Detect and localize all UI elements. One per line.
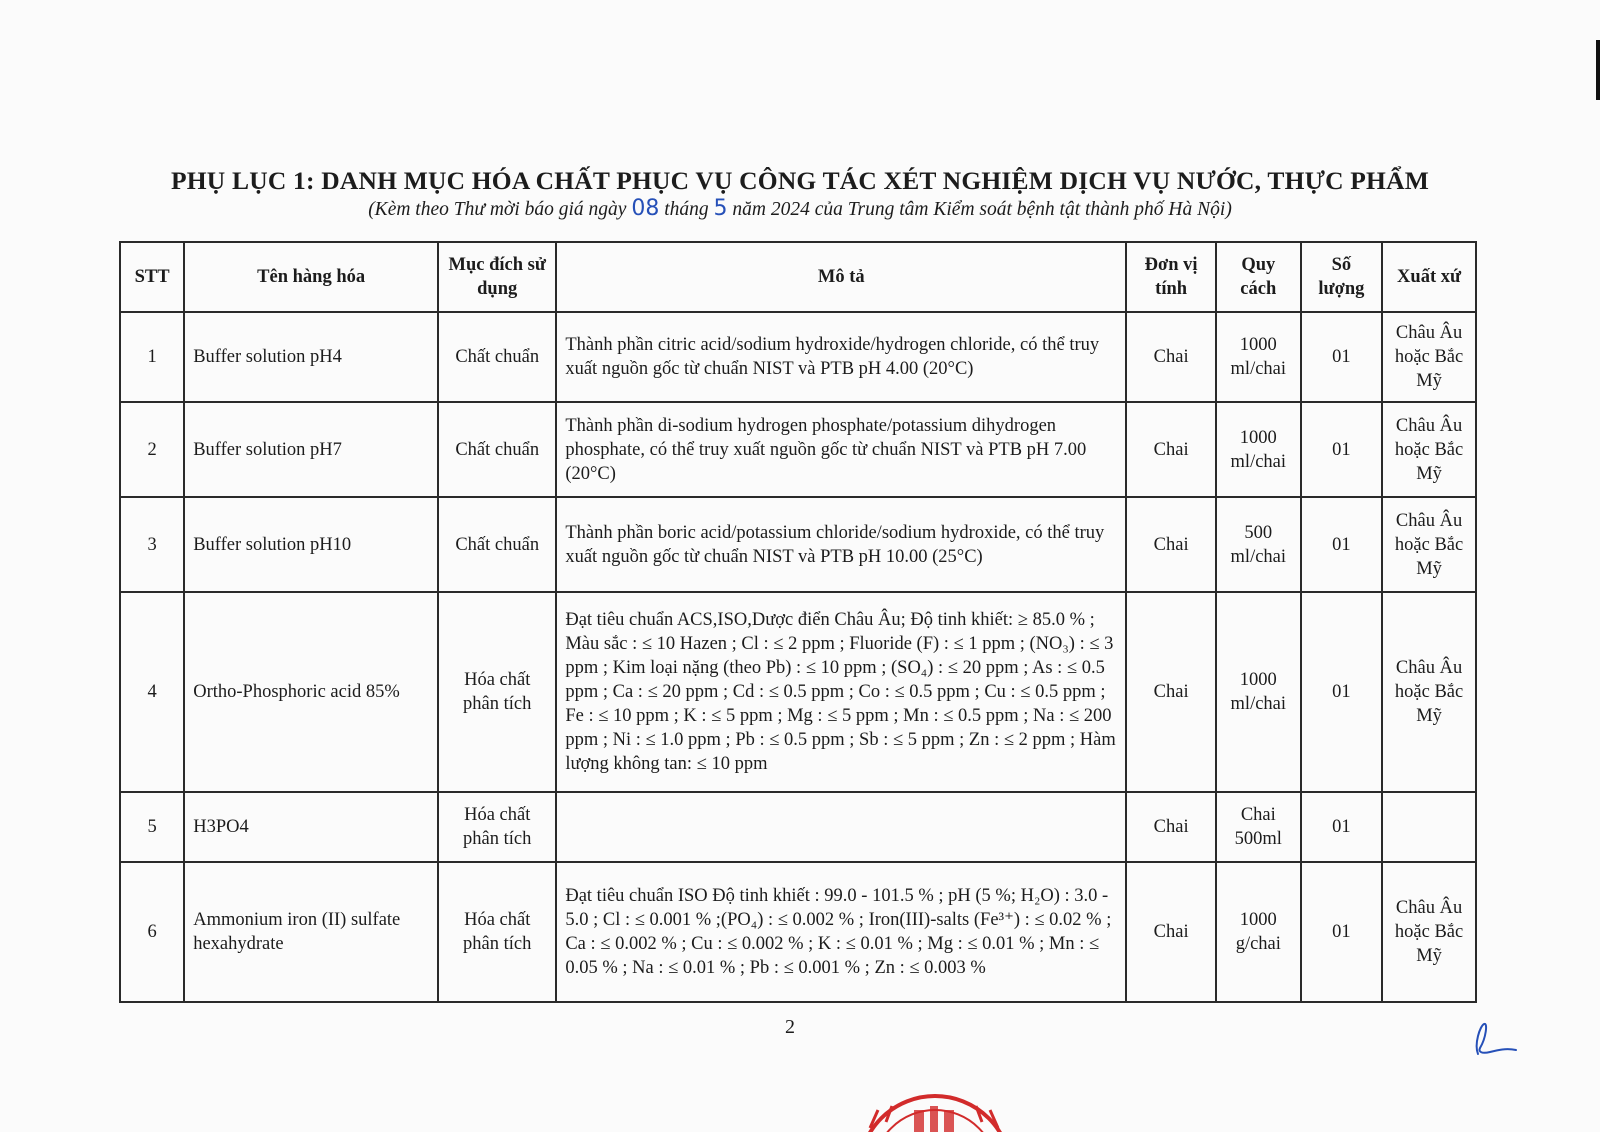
cell-name: Ammonium iron (II) sulfate hexahydrate [184, 862, 438, 1002]
header-stt: STT [120, 242, 184, 312]
cell-description: Đạt tiêu chuẩn ACS,ISO,Dược điển Châu Âu; Độ tinh khiết: ≥ 85.0 % ; Màu sắc : ≤ 10 Hazen ; Cl : ≤ 2 ppm ; Fluoride (F) : ≤ 1 ppm ; (NO₃) : ≤ 3 ppm ; Kim loại nặng (theo Pb) : ≤ 10 ppm ; (SO₄) : ≤ 20 ppm ; As : ≤ 0.5 ppm ; Ca : ≤ 20 ppm ; Cd : ≤ 0.5 ppm ; Co : ≤ 0.5 ppm ; Cu : ≤ 0.5 ppm ; Fe : ≤ 10 ppm ; K : ≤ 5 ppm ; Mg : ≤ 5 ppm ; Mn : ≤ 0.5 ppm ; Na : ≤ 200 ppm ; Ni : ≤ 1.0 ppm ; Pb : ≤ 0.5 ppm ; Sb : ≤ 5 ppm ; Zn : ≤ 2 ppm ; Hàm lượng không tan: ≤ 10 ppm [556, 592, 1126, 792]
cell-name: Buffer solution pH7 [184, 402, 438, 497]
red-seal-stamp-icon [850, 1092, 1020, 1132]
table-header-row [120, 242, 1476, 312]
cell-purpose: Chất chuẩn [438, 312, 556, 402]
subtitle-month-label: tháng [664, 199, 709, 220]
cell-stt: 1 [120, 312, 184, 402]
header-unit: Đơn vị tính [1126, 242, 1216, 312]
header-purpose: Mục đích sử dụng [438, 242, 556, 312]
cell-spec: 1000 ml/chai [1216, 312, 1301, 402]
cell-origin: Châu Âu hoặc Bắc Mỹ [1382, 312, 1476, 402]
cell-quantity: 01 [1301, 592, 1383, 792]
cell-stt: 2 [120, 402, 184, 497]
cell-description: Thành phần di-sodium hydrogen phosphate/potassium dihydrogen phosphate, có thể truy xuất nguồn gốc từ chuẩn NIST và PTB pH 7.00 (20°C) [556, 402, 1126, 497]
cell-quantity: 01 [1301, 792, 1383, 862]
cell-name: Buffer solution pH4 [184, 312, 438, 402]
cell-unit: Chai [1126, 592, 1216, 792]
table-row [120, 402, 1476, 497]
cell-stt: 4 [120, 592, 184, 792]
table-row [120, 862, 1476, 1002]
handwritten-initial-icon [1472, 1020, 1522, 1060]
cell-name: Ortho-Phosphoric acid 85% [184, 592, 438, 792]
cell-stt: 5 [120, 792, 184, 862]
cell-quantity: 01 [1301, 497, 1383, 592]
table-row [120, 592, 1476, 792]
cell-unit: Chai [1126, 402, 1216, 497]
cell-origin [1382, 792, 1476, 862]
chemicals-table [119, 241, 1477, 1003]
cell-description [556, 792, 1126, 862]
handwritten-day: 08 [631, 196, 660, 221]
table-row [120, 312, 1476, 402]
cell-purpose: Hóa chất phân tích [438, 792, 556, 862]
subtitle-suffix: năm 2024 của Trung tâm Kiểm soát bệnh tật thành phố Hà Nội) [732, 199, 1232, 220]
cell-spec: 1000 ml/chai [1216, 592, 1301, 792]
page-title: PHỤ LỤC 1: DANH MỤC HÓA CHẤT PHỤC VỤ CÔNG TÁC XÉT NGHIỆM DỊCH VỤ NƯỚC, THỰC PHẨM [171, 166, 1429, 195]
cell-purpose: Chất chuẩn [438, 497, 556, 592]
cell-purpose: Chất chuẩn [438, 402, 556, 497]
cell-description: Thành phần citric acid/sodium hydroxide/hydrogen chloride, có thể truy xuất nguồn gốc từ chuẩn NIST và PTB pH 4.00 (20°C) [556, 312, 1126, 402]
table-row [120, 792, 1476, 862]
cell-quantity: 01 [1301, 312, 1383, 402]
cell-description: Đạt tiêu chuẩn ISO Độ tinh khiết : 99.0 - 101.5 % ; pH (5 %; H₂O) : 3.0 - 5.0 ; Cl : ≤ 0.001 % ;(PO₄) : ≤ 0.002 % ; Iron(III)-salts (Fe³⁺) : ≤ 0.02 % ; Ca : ≤ 0.002 % ; Cu : ≤ 0.002 % ; K : ≤ 0.01 % ; Mg : ≤ 0.01 % ; Mn : ≤ 0.05 % ; Na : ≤ 0.01 % ; Pb : ≤ 0.001 % ; Zn : ≤ 0.003 % [556, 862, 1126, 1002]
cell-spec: 1000 g/chai [1216, 862, 1301, 1002]
handwritten-month: 5 [713, 196, 728, 221]
cell-quantity: 01 [1301, 862, 1383, 1002]
cell-origin: Châu Âu hoặc Bắc Mỹ [1382, 592, 1476, 792]
cell-stt: 6 [120, 862, 184, 1002]
cell-purpose: Hóa chất phân tích [438, 592, 556, 792]
cell-name: Buffer solution pH10 [184, 497, 438, 592]
cell-origin: Châu Âu hoặc Bắc Mỹ [1382, 402, 1476, 497]
cell-unit: Chai [1126, 862, 1216, 1002]
cell-name: H3PO4 [184, 792, 438, 862]
scan-edge-mark [1596, 40, 1600, 100]
cell-stt: 3 [120, 497, 184, 592]
cell-unit: Chai [1126, 497, 1216, 592]
cell-origin: Châu Âu hoặc Bắc Mỹ [1382, 497, 1476, 592]
table-row [120, 497, 1476, 592]
cell-purpose: Hóa chất phân tích [438, 862, 556, 1002]
cell-spec: Chai 500ml [1216, 792, 1301, 862]
header-spec: Quy cách [1216, 242, 1301, 312]
cell-unit: Chai [1126, 792, 1216, 862]
cell-spec: 1000 ml/chai [1216, 402, 1301, 497]
subtitle-prefix: (Kèm theo Thư mời báo giá ngày [368, 199, 627, 220]
header-name: Tên hàng hóa [184, 242, 438, 312]
cell-quantity: 01 [1301, 402, 1383, 497]
header-origin: Xuất xứ [1382, 242, 1476, 312]
cell-origin: Châu Âu hoặc Bắc Mỹ [1382, 862, 1476, 1002]
header-quantity: Số lượng [1301, 242, 1383, 312]
page-number: 2 [785, 1016, 795, 1038]
header-description: Mô tả [556, 242, 1126, 312]
cell-unit: Chai [1126, 312, 1216, 402]
page-subtitle [0, 196, 1600, 221]
cell-spec: 500 ml/chai [1216, 497, 1301, 592]
cell-description: Thành phần boric acid/potassium chloride/sodium hydroxide, có thể truy xuất nguồn gốc từ chuẩn NIST và PTB pH 10.00 (25°C) [556, 497, 1126, 592]
